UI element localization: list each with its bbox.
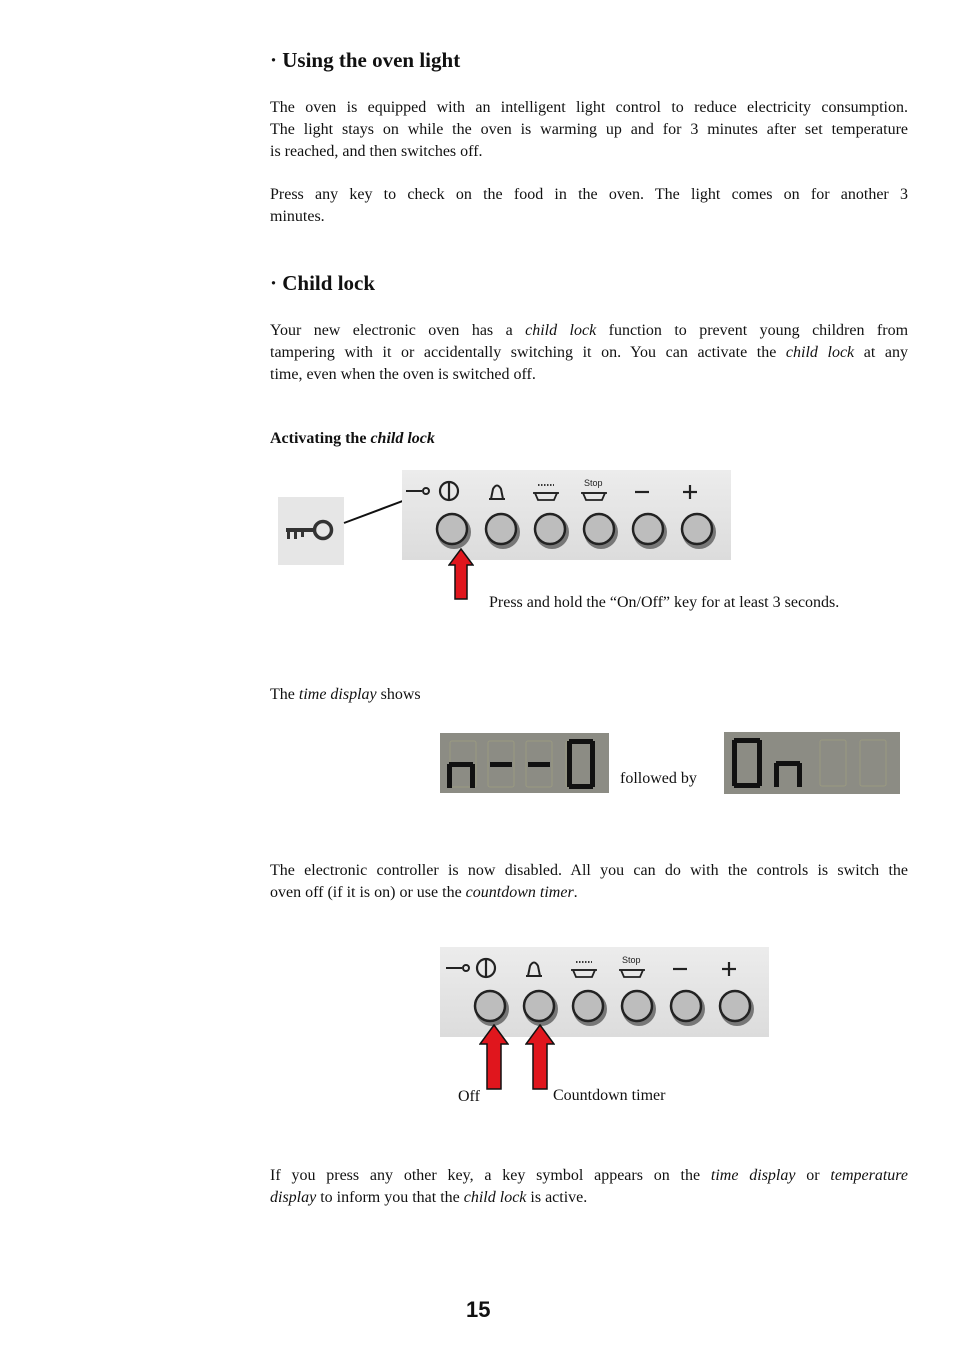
seven-segment-readout (724, 732, 900, 794)
text-line: display to inform you that the child lock is active. (270, 1189, 588, 1206)
button-on-off (475, 991, 509, 1026)
label-off: Off (458, 1088, 480, 1105)
button-minus (671, 991, 705, 1026)
button-tray (573, 991, 607, 1026)
button-plus (682, 514, 716, 549)
on-off-icon (477, 958, 495, 978)
control-panel-1 (402, 470, 731, 560)
on-off-icon (440, 481, 458, 501)
oven-light-paragraph-2 (270, 184, 908, 228)
text-line: tampering with it or accidentally switching it on. You can activate the child lock at any (270, 344, 909, 361)
button-bell (524, 991, 558, 1026)
plus-icon (683, 485, 697, 499)
buttons (437, 514, 716, 549)
press-hold-caption: Press and hold the “On/Off” key for at least 3 seconds. (489, 594, 840, 611)
subheading-activating: Activating the child lock (270, 430, 435, 447)
final-paragraph (270, 1165, 908, 1209)
red-arrow-up-icon (525, 1024, 555, 1090)
stop-icon (619, 970, 645, 977)
label-countdown-timer: Countdown timer (553, 1087, 666, 1104)
lock-key-icon (446, 965, 469, 971)
buttons (475, 991, 754, 1026)
heading-child-lock: · Child lock (270, 271, 376, 295)
button-stop (622, 991, 656, 1026)
stop-icon (581, 493, 607, 500)
text-line: Press any key to check on the food in the oven. The light comes on for another 3 (270, 186, 908, 203)
button-tray (535, 514, 569, 549)
oven-tray-icon (571, 962, 597, 977)
time-display-sentence: The time display shows (270, 686, 421, 703)
oven-tray-icon (533, 485, 559, 500)
red-arrow-up-icon (479, 1024, 509, 1090)
plus-icon (722, 962, 736, 976)
text-line: The oven is equipped with an intelligent light control to reduce electricity consumption. (270, 99, 908, 116)
heading-oven-light: · Using the oven light (270, 48, 461, 72)
text-line: is reached, and then switches off. (270, 143, 483, 160)
text-line: The electronic controller is now disabled. All you can do with the controls is switch the (270, 862, 908, 879)
red-arrow-up-icon (448, 548, 474, 600)
controller-disabled-paragraph (270, 860, 908, 904)
child-lock-intro (270, 320, 908, 386)
bell-icon (489, 486, 505, 500)
text-line: minutes. (270, 208, 325, 225)
seven-segment-readout (440, 733, 609, 793)
stop-label: Stop (584, 478, 603, 488)
text-line: If you press any other key, a key symbol appears on the time display or temperature (270, 1167, 909, 1184)
followed-by-label: followed by (620, 770, 697, 787)
button-minus (633, 514, 667, 549)
stop-label: Stop (622, 955, 641, 965)
text-line: The light stays on while the oven is warming up and for 3 minutes after set temperature (270, 121, 908, 138)
key-icon (278, 497, 344, 565)
key-symbol-image (278, 497, 344, 565)
time-display-on (724, 732, 900, 794)
button-plus (720, 991, 754, 1026)
time-display-n--0 (440, 733, 609, 793)
text-line: oven off (if it is on) or use the countdown timer. (270, 884, 578, 901)
page-number: 15 (466, 1297, 491, 1322)
button-bell (486, 514, 520, 549)
lock-key-icon (406, 488, 429, 494)
bell-icon (526, 963, 542, 977)
text-line: time, even when the oven is switched off. (270, 366, 536, 383)
button-stop (584, 514, 618, 549)
text-line: Your new electronic oven has a child lock function to prevent young children from (270, 322, 909, 339)
control-panel-1-graphic (402, 470, 731, 560)
oven-light-paragraph-1 (270, 97, 908, 163)
button-on-off (437, 514, 471, 549)
